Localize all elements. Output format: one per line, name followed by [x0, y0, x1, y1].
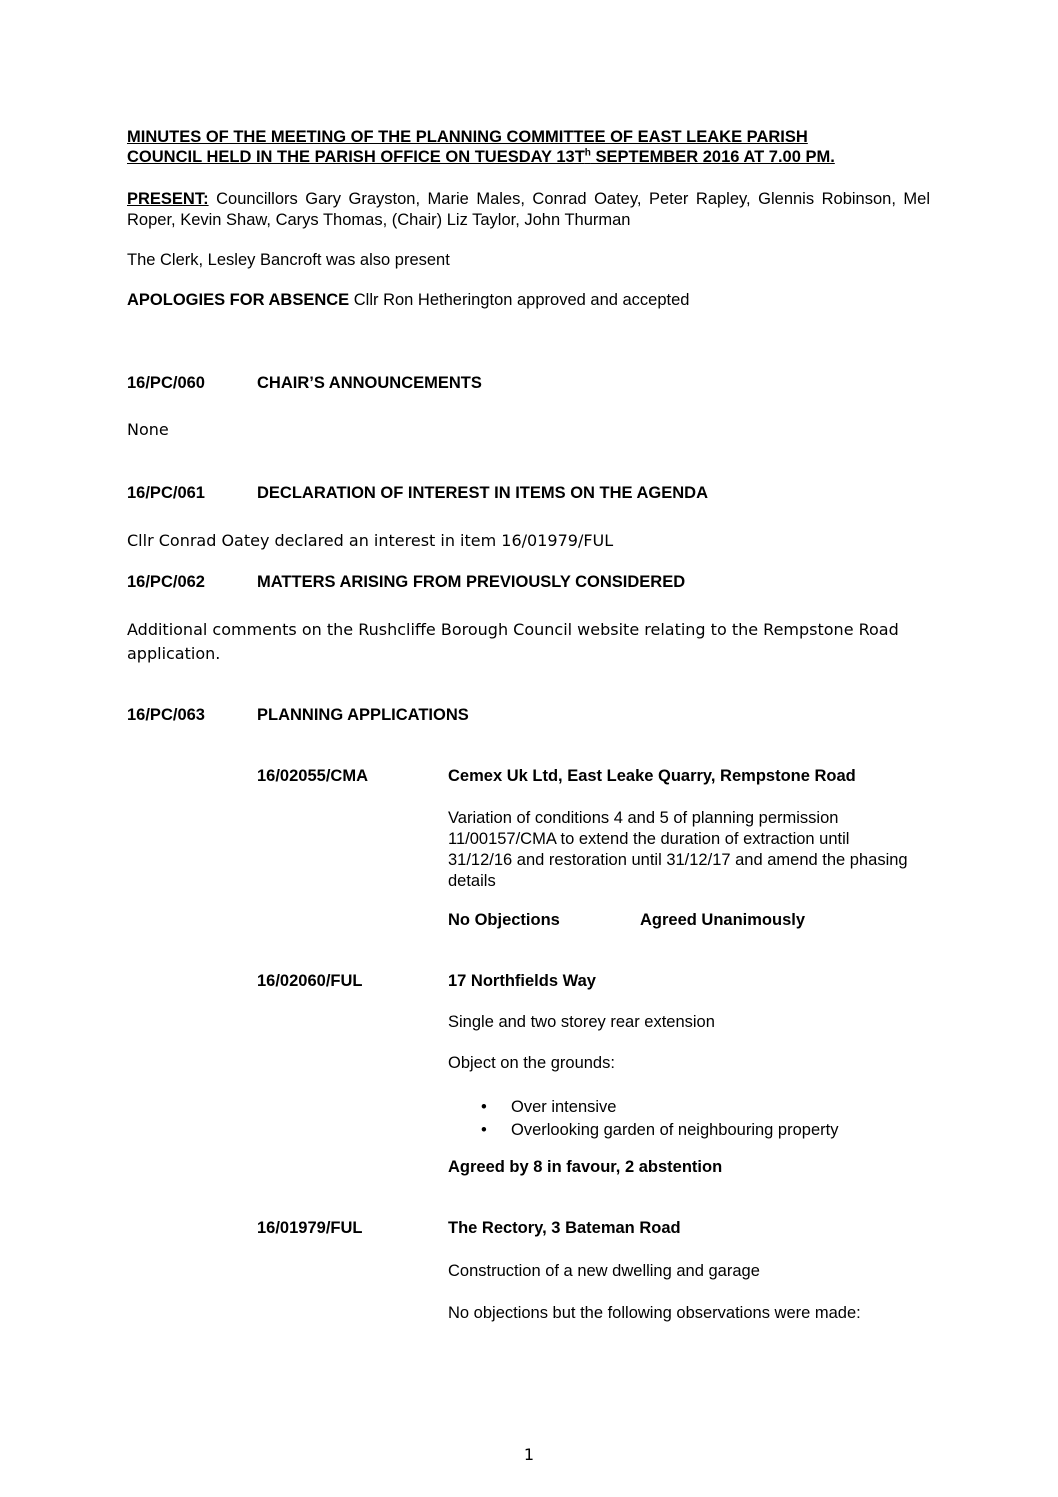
application-vote-2: Agreed by 8 in favour, 2 abstention: [448, 1158, 723, 1176]
present-paragraph: [127, 189, 930, 231]
present-list: Councillors Gary Grayston, Marie Males, Conrad Oatey, Peter Rapley, Glennis Robinson, Mel Roper, Kevin Shaw, Carys Thomas, (Chair) Liz Taylor, John Thurman: [127, 190, 930, 229]
application-ref-2: 16/02060/FUL: [257, 972, 363, 990]
item-number-060: 16/PC/060: [127, 374, 205, 392]
present-label: PRESENT:: [127, 190, 209, 208]
title-superscript: h: [584, 147, 591, 159]
item-heading-060: CHAIR’S ANNOUNCEMENTS: [257, 374, 482, 392]
application-note-2: Object on the grounds:: [448, 1054, 615, 1072]
minutes-title: [127, 127, 835, 167]
item-number-061: 16/PC/061: [127, 484, 205, 502]
apologies-label: APOLOGIES FOR ABSENCE: [127, 291, 350, 309]
application-decision-1: No Objections: [448, 911, 560, 929]
item-heading-062: MATTERS ARISING FROM PREVIOUSLY CONSIDERED: [257, 573, 686, 591]
item-number-063: 16/PC/063: [127, 706, 205, 724]
item-body-060: None: [127, 420, 169, 439]
application-description-3: Construction of a new dwelling and garage: [448, 1262, 760, 1280]
application-description-2: Single and two storey rear extension: [448, 1013, 715, 1031]
application-site-3: The Rectory, 3 Bateman Road: [448, 1219, 681, 1237]
clerk-line: The Clerk, Lesley Bancroft was also present: [127, 251, 450, 269]
bullet-icon: •: [481, 1121, 487, 1139]
list-item-text: Overlooking garden of neighbouring property: [511, 1121, 839, 1139]
page-number: 1: [523, 1445, 535, 1464]
apologies-text: Cllr Ron Hetherington approved and accepted: [349, 291, 690, 309]
bullet-icon: •: [481, 1098, 487, 1116]
list-item: [448, 1119, 838, 1142]
application-site-1: Cemex Uk Ltd, East Leake Quarry, Rempstone Road: [448, 767, 856, 785]
item-number-062: 16/PC/062: [127, 573, 205, 591]
grounds-list: [448, 1096, 838, 1142]
application-ref-3: 16/01979/FUL: [257, 1219, 363, 1237]
list-item: [448, 1096, 838, 1119]
item-body-061: Cllr Conrad Oatey declared an interest in item 16/01979/FUL: [127, 531, 614, 550]
list-item-text: Over intensive: [511, 1098, 617, 1116]
title-line-2-start: COUNCIL HELD IN THE PARISH OFFICE ON TUESDAY 13T: [127, 148, 585, 166]
application-vote-1: Agreed Unanimously: [640, 911, 806, 929]
title-line-2: [127, 147, 835, 167]
application-site-2: 17 Northfields Way: [448, 972, 596, 990]
application-description-1: Variation of conditions 4 and 5 of planning permission 11/00157/CMA to extend the duration of extraction until 31/12/16 and restoration until 31/12/17 and amend the phasing details: [448, 809, 908, 890]
application-note-3: No objections but the following observations were made:: [448, 1304, 861, 1322]
item-heading-063: PLANNING APPLICATIONS: [257, 706, 469, 724]
application-ref-1: 16/02055/CMA: [257, 767, 368, 785]
apologies-paragraph: [127, 291, 689, 310]
title-line-1: MINUTES OF THE MEETING OF THE PLANNING COMMITTEE OF EAST LEAKE PARISH: [127, 128, 808, 146]
title-line-2-end: SEPTEMBER 2016 AT 7.00 PM.: [590, 148, 835, 166]
item-heading-061: DECLARATION OF INTEREST IN ITEMS ON THE AGENDA: [257, 484, 709, 502]
item-body-062: Additional comments on the Rushcliffe Borough Council website relating to the Rempstone Road application.: [127, 620, 899, 663]
